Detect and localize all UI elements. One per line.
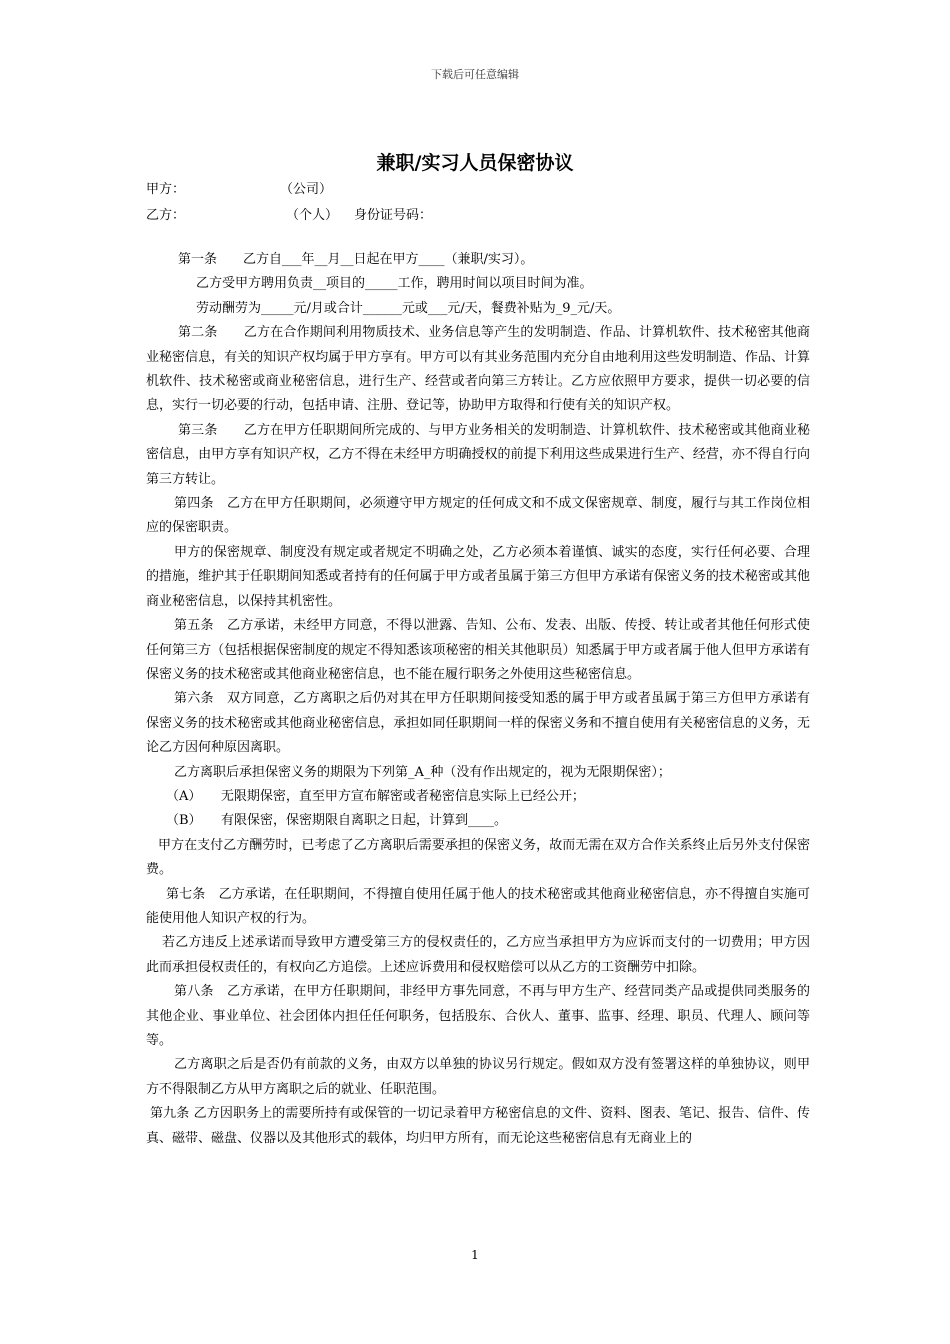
agreement-body (146, 248, 810, 1151)
party-a-label: 甲方： (146, 182, 186, 197)
party-b-type: （个人） (286, 208, 339, 223)
article-1-pay: 劳动酬劳为_____元/月或合计______元或___元/天，餐费补贴为_9_元/天。 (196, 300, 621, 316)
article-8-after: 乙方离职之后是否仍有前款的义务，由双方以单独的协议另行规定。假如双方没有签署这样的单独协议，则甲方不得限制乙方从甲方离职之后的就业、任职范围。 (146, 1057, 810, 1097)
article-9: 第九条 乙方因职务上的需要所持有或保管的一切记录着甲方秘密信息的文件、资料、图表、笔记、报告、信件、传真、磁带、磁盘、仪器以及其他形式的载体，均归甲方所有，而无论这些秘密信息有无商业上的 (146, 1106, 810, 1146)
article-6: 第六条 双方同意，乙方离职之后仍对其在甲方任职期间接受知悉的属于甲方或者虽属于第三方但甲方承诺有保密义务的技术秘密或其他商业秘密信息，承担如同任职期间一样的保密义务和不擅自使用有关秘密信息的义务，无论乙方因何种原因离职。 (146, 691, 810, 756)
option-b: （B） 有限保密，保密期限自离职之日起，计算到____。 (166, 813, 508, 829)
article-3: 第三条 乙方在甲方任职期间所完成的、与甲方业务相关的发明制造、计算机软件、技术秘密或其他商业秘密信息，由甲方享有知识产权，乙方不得在未经甲方明确授权的前提下利用这些成果进行生产、经营，亦不得自行向第三方转让。 (146, 422, 810, 487)
party-b-label: 乙方： (146, 208, 186, 223)
article-6-fee: 甲方在支付乙方酬劳时，已考虑了乙方离职后需要承担的保密义务，故而无需在双方合作关系终止后另外支付保密费。 (146, 837, 810, 878)
article-8: 第八条 乙方承诺，在甲方任职期间，非经甲方事先同意，不再与甲方生产、经营同类产品或提供同类服务的其他企业、事业单位、社会团体内担任任何职务，包括股东、合伙人、董事、监事、经理、职员、代理人、顾问等等。 (146, 984, 810, 1048)
option-a: （A） 无限期保密，直至甲方宣布解密或者秘密信息实际上已经公开； (166, 788, 585, 804)
article-5: 第五条 乙方承诺，未经甲方同意，不得以泄露、告知、公布、发表、出版、传授、转让或者其他任何形式使任何第三方（包括根据保密制度的规定不得知悉该项秘密的相关其他职员）知悉属于甲方或者属于他人但甲方承诺有保密义务的技术秘密或其他商业秘密信息，也不能在履行职务之外使用这些秘密信息。 (146, 618, 810, 682)
article-7: 第七条 乙方承诺，在任职期间，不得擅自使用任属于他人的技术秘密或其他商业秘密信息，亦不得擅自实施可能使用他人知识产权的行为。 (146, 886, 810, 926)
page-number: 1 (471, 1248, 479, 1262)
header-note: 下载后可任意编辑 (431, 68, 519, 81)
party-b-id-label: 身份证号码： (354, 208, 433, 223)
article-4-detail: 甲方的保密规章、制度没有规定或者规定不明确之处，乙方必须本着谨慎、诚实的态度，实行任何必要、合理的措施，维护其于任职期间知悉或者持有的任何属于甲方或者虽属于第三方但甲方承诺有保密义务的技术秘密或其他商业秘密信息，以保持其机密性。 (146, 544, 810, 609)
document-title: 兼职/实习人员保密协议 (376, 152, 574, 174)
party-a-type: （公司） (280, 182, 333, 197)
article-2: 第二条 乙方在合作期间利用物质技术、业务信息等产生的发明制造、作品、计算机软件、技术秘密其他商业秘密信息，有关的知识产权均属于甲方享有。甲方可以有其业务范围内充分自由地利用这些发明制造、作品、计算机软件、技术秘密或商业秘密信息，进行生产、经营或者向第三方转让。乙方应依照甲方要求，提供一切必要的信息，实行一切必要的行动，包括申请、注册、登记等，协助甲方取得和行使有关的知识产权。 (146, 325, 810, 414)
article-1-duty: 乙方受甲方聘用负责__项目的_____工作，聘用时间以项目时间为准。 (196, 276, 593, 292)
article-1: 第一条 乙方自___年__月__日起在甲方____（兼职/实习）。 (178, 252, 534, 267)
article-4: 第四条 乙方在甲方任职期间，必须遵守甲方规定的任何成文和不成文保密规章、制度，履行与其工作岗位相应的保密职责。 (146, 496, 810, 536)
article-6-term: 乙方离职后承担保密义务的期限为下列第_A_种（没有作出规定的，视为无限期保密）； (174, 764, 671, 780)
article-7-liability: 若乙方违反上述承诺而导致甲方遭受第三方的侵权责任的，乙方应当承担甲方为应诉而支付的一切费用；甲方因此而承担侵权责任的，有权向乙方追偿。上述应诉费用和侵权赔偿可以从乙方的工资酬劳中扣除。 (146, 935, 810, 975)
